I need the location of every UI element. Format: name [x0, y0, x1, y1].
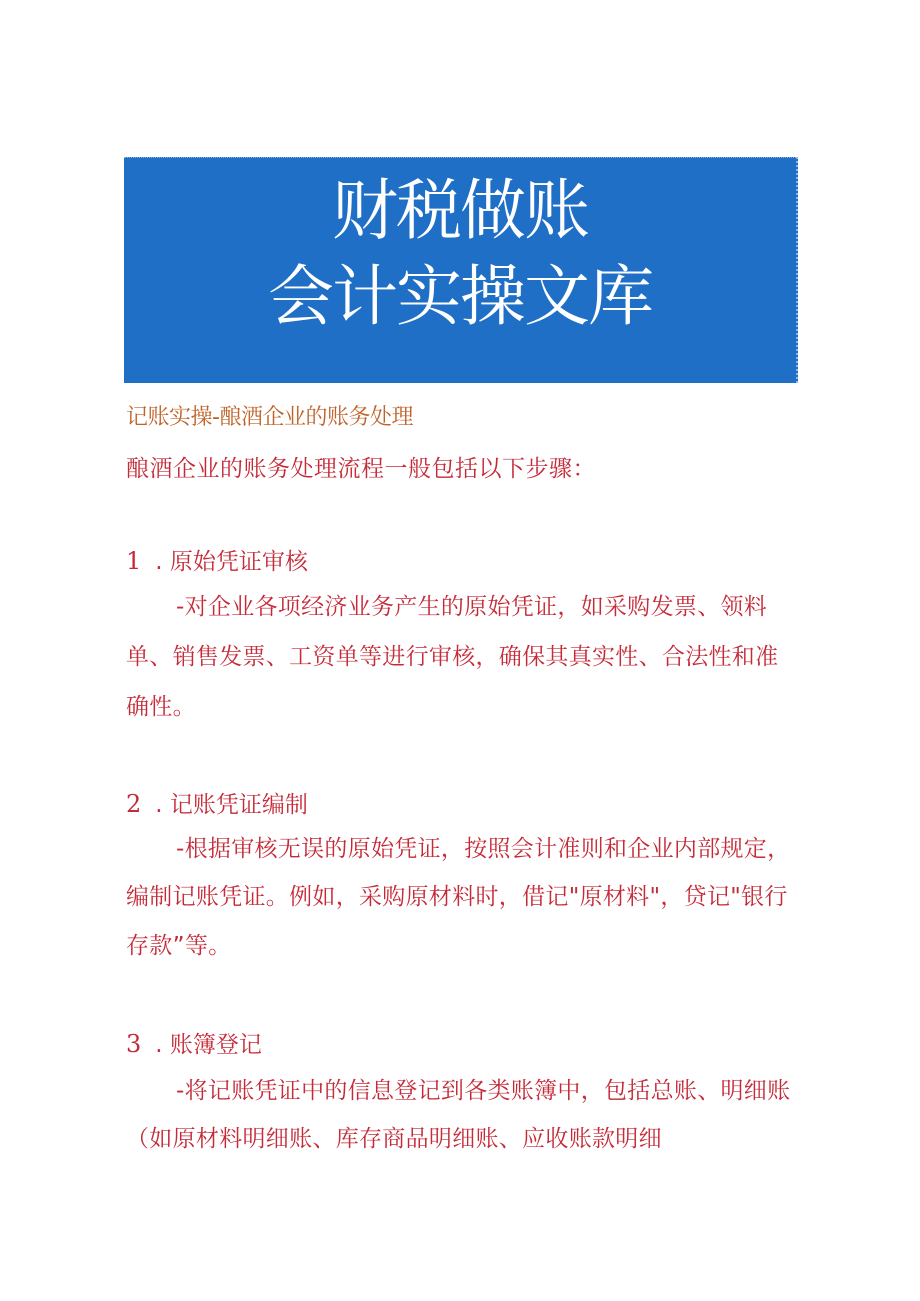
section-3-line-2: （如原材料明细账、库存商品明细账、应收账款明细 [126, 1126, 662, 1152]
banner-title-line-1: 财税做账 [332, 172, 588, 249]
section-number: 1 [126, 547, 142, 575]
section-2-line-1: -根据审核无误的原始凭证，按照会计准则和企业内部规定， [176, 836, 791, 862]
section-title: . 原始凭证审核 [155, 549, 308, 575]
section-heading-1 [126, 543, 308, 576]
banner-title-line-2: 会计实操文库 [268, 258, 652, 335]
section-1-line-3: 确性。 [126, 694, 196, 720]
section-1-line-2: 单、销售发票、工资单等进行审核，确保其真实性、合法性和准 [126, 644, 779, 670]
section-title: . 账簿登记 [155, 1032, 262, 1058]
section-2-line-3: 存款”等。 [126, 933, 232, 959]
intro-paragraph: 酿酒企业的账务处理流程一般包括以下步骤： [126, 456, 596, 482]
section-heading-2 [126, 786, 308, 819]
section-number: 2 [126, 790, 142, 818]
section-2-line-2: 编制记账凭证。例如，采购原材料时，借记"原材料"，贷记"银行 [126, 884, 788, 910]
section-3-line-1: -将记账凭证中的信息登记到各类账簿中，包括总账、明细账 [176, 1078, 791, 1104]
document-subtitle: 记账实操-酿酒企业的账务处理 [126, 405, 413, 430]
section-number: 3 [126, 1030, 142, 1058]
title-banner [124, 157, 798, 383]
section-1-line-1: -对企业各项经济业务产生的原始凭证，如采购发票、领料 [176, 594, 768, 620]
section-title: . 记账凭证编制 [155, 792, 308, 818]
section-heading-3 [126, 1026, 262, 1059]
